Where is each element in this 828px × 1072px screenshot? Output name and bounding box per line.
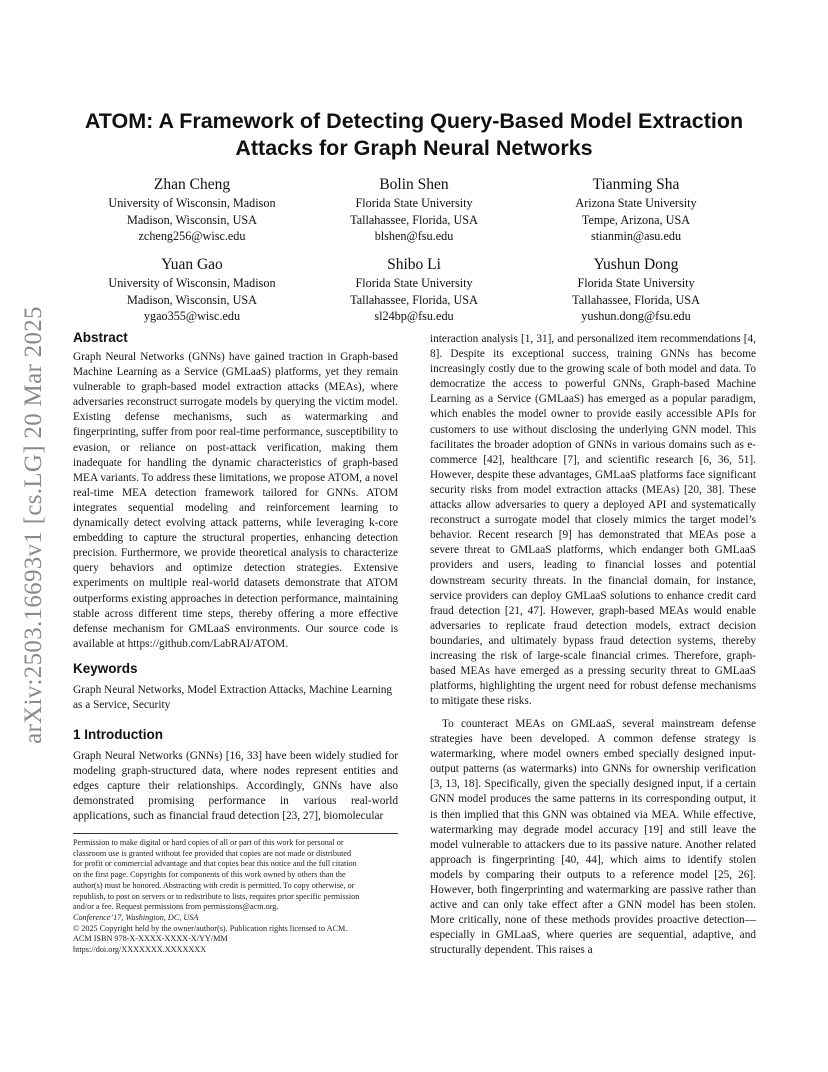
author-affiliation: University of Wisconsin, Madison bbox=[108, 276, 276, 290]
author-name: Tianming Sha bbox=[592, 176, 680, 193]
author-block bbox=[516, 254, 756, 325]
introduction-text: Graph Neural Networks (GNNs) [16, 33] have been widely studied for modeling graph-structured data, where nodes represent entities and edges capture their relationships. Accordingly, GNNs have also demonstrated promising performance in various real-world applications, such as financial fraud detection [23, 27], biomolecular bbox=[73, 750, 398, 823]
author-block bbox=[72, 174, 312, 245]
author-email[interactable]: stianmin@asu.edu bbox=[590, 229, 682, 243]
author-block bbox=[294, 254, 534, 325]
author-location: Madison, Wisconsin, USA bbox=[127, 292, 257, 307]
author-affiliation: Florida State University bbox=[355, 276, 473, 290]
author-email[interactable]: zcheng256@wisc.edu bbox=[138, 229, 246, 243]
author-email[interactable]: yushun.dong@fsu.edu bbox=[581, 309, 691, 323]
author-location: Tempe, Arizona, USA bbox=[581, 212, 691, 227]
arxiv-identifier-sidebar bbox=[14, 285, 54, 765]
author-email[interactable]: sl24bp@fsu.edu bbox=[374, 309, 454, 323]
author-name: Bolin Shen bbox=[379, 176, 449, 193]
author-block bbox=[294, 174, 534, 245]
author-location: Tallahassee, Florida, USA bbox=[572, 292, 700, 307]
paper-title bbox=[60, 108, 768, 162]
author-affiliation: Florida State University bbox=[355, 196, 473, 210]
keywords-text: Graph Neural Networks, Model Extraction Attacks, Machine Learning as a Service, Security bbox=[73, 684, 393, 712]
copyright-footnote bbox=[73, 838, 398, 956]
author-block bbox=[516, 174, 756, 245]
title-line-2: Attacks for Graph Neural Networks bbox=[235, 136, 593, 160]
author-location: Tallahassee, Florida, USA bbox=[350, 212, 478, 227]
footnote-line: classroom use is granted without fee provided that copies are not made or distributed bbox=[73, 848, 352, 858]
abstract-heading: Abstract bbox=[73, 330, 128, 345]
footnote-line: republish, to post on servers or to redistribute to lists, requires prior specific permission bbox=[73, 891, 360, 901]
arxiv-identifier: arXiv:2503.16693v1 [cs.LG] 20 Mar 2025 bbox=[20, 306, 47, 744]
author-email[interactable]: blshen@fsu.edu bbox=[374, 229, 454, 243]
author-affiliation: Arizona State University bbox=[575, 196, 697, 210]
author-block bbox=[72, 254, 312, 325]
footnote-isbn: ACM ISBN 978-X-XXXX-XXXX-X/YY/MM bbox=[73, 934, 228, 944]
author-affiliation: Florida State University bbox=[577, 276, 695, 290]
footnote-copyright: © 2025 Copyright held by the owner/author(s). Publication rights licensed to ACM. bbox=[73, 923, 348, 933]
footnote-doi[interactable]: https://doi.org/XXXXXXX.XXXXXXX bbox=[73, 945, 207, 955]
footnote-line: on the first page. Copyrights for components of this work owned by others than the bbox=[73, 870, 346, 880]
author-location: Madison, Wisconsin, USA bbox=[127, 212, 257, 227]
author-location: Tallahassee, Florida, USA bbox=[350, 292, 478, 307]
introduction-paragraph-1: interaction analysis [1, 31], and personalized item recommendations [4, 8]. Despite its exceptional success, training GNNs has become increasingly costly due to the growing scale of both model and data. To democratize the access to powerful GNNs, Graph-based Machine Learning as a Service (GMLaaS) has emerged as a popular paradigm, which enables the model owner to provide easily accessible APIs for customers to use without disclosing the underlying GNN model. This facilitates the broader adoption of GNNs in various domains such as e-commerce [42], healthcare [7], and scientific research [6, 36, 51]. However, despite these advantages, GMLaaS platforms face significant security risks from model extraction attacks (MEAs) [20, 38]. These attacks allow adversaries to query a deployed API and systematically reconstruct a surrogate model that closely mimics the target model’s behavior. Recent research [9] has demonstrated that MEAs pose a severe threat to GMLaaS platforms, which endanger both GMLaaS providers and users, leading to financial losses and potential downstream security threats. In the financial domain, for instance, service providers can deploy GMLaaS solutions to enhance credit card fraud detection [21, 47]. However, graph-based MEAs would enable adversaries to replicate fraud detection models, extract decision boundaries, and ultimately bypass fraud detection systems, thereby increasing the risk of large-scale financial crimes. Therefore, graph-based MEAs have emerged as a pressing security threat to GMLaaS platforms, highlighting the urgent need for robust defense mechanisms to mitigate these risks. bbox=[430, 333, 756, 708]
keywords-heading: Keywords bbox=[73, 661, 138, 676]
footnote-conference: Conference’17, Washington, DC, USA bbox=[73, 912, 199, 922]
footnote-line: for profit or commercial advantage and that copies bear this notice and the full citation bbox=[73, 859, 357, 869]
introduction-paragraph-2: To counteract MEAs on GMLaaS, several mainstream defense strategies have been developed. A common defense strategy is watermarking, where model owners embed specially designed input-output patterns (as watermarks) into GNNs for ownership verification [3, 13, 18]. Specifically, given the specially designed input, if a certain GNN model produces the same patterns in its corresponding output, it is then implied that this GNN was obtained via MEA. While effective, watermarking may degrade model accuracy [19] and still leave the model vulnerable to attackers due to its passive nature. Another related approach is fingerprinting [40, 44], which aims to identify stolen models by comparing their outputs to a reference model [25, 26]. However, both fingerprinting and watermarking are passive rather than active and can only take effect after a GNN model has been stolen. More critically, none of these methods provides proactive detection—especially in GMLaaS, where queries are sequential, adaptive, and structurally dependent. This raises a bbox=[430, 718, 756, 957]
author-affiliation: University of Wisconsin, Madison bbox=[108, 196, 276, 210]
author-name: Yushun Dong bbox=[593, 256, 679, 273]
author-email[interactable]: ygao355@wisc.edu bbox=[143, 309, 241, 323]
title-line-1: ATOM: A Framework of Detecting Query-Based Model Extraction bbox=[84, 109, 744, 133]
footnote-line: author(s) must be honored. Abstracting with credit is permitted. To copy otherwise, or bbox=[73, 880, 355, 890]
author-name: Zhan Cheng bbox=[153, 176, 231, 193]
abstract-text: Graph Neural Networks (GNNs) have gained traction in Graph-based Machine Learning as a Service (GMLaaS) platforms, yet they remain vulnerable to graph-based model extraction attacks (MEAs), where adversaries reconstruct surrogate models by querying the victim model. Existing defense mechanisms, such as watermarking and fingerprinting, suffer from poor real-time performance, susceptibility to evasion, or reliance on post-attack verification, making them inadequate for handling the dynamic characteristics of graph-based MEA variants. To address these limitations, we propose ATOM, a novel real-time MEA detection framework tailored for GNNs. ATOM integrates sequential modeling and reinforcement learning to dynamically detect evolving attack patterns, while leveraging k-core embedding to capture the structural properties, enhancing detection precision. Furthermore, we provide theoretical analysis to characterize query behaviors and optimize detection strategies. Extensive experiments on multiple real-world datasets demonstrate that ATOM outperforms existing approaches in detection performance, maintaining stable across different time steps, thereby offering a more effective defense mechanism for GMLaaS environments. Our source code is available at https://github.com/LabRAI/ATOM. bbox=[73, 351, 398, 650]
footnote-divider bbox=[73, 833, 398, 834]
footnote-line: Permission to make digital or hard copies of all or part of this work for personal or bbox=[73, 838, 344, 847]
author-name: Yuan Gao bbox=[161, 256, 223, 273]
author-name: Shibo Li bbox=[387, 256, 441, 273]
introduction-heading: 1 Introduction bbox=[73, 727, 163, 742]
footnote-line: and/or a fee. Request permissions from permissions@acm.org. bbox=[73, 902, 279, 912]
